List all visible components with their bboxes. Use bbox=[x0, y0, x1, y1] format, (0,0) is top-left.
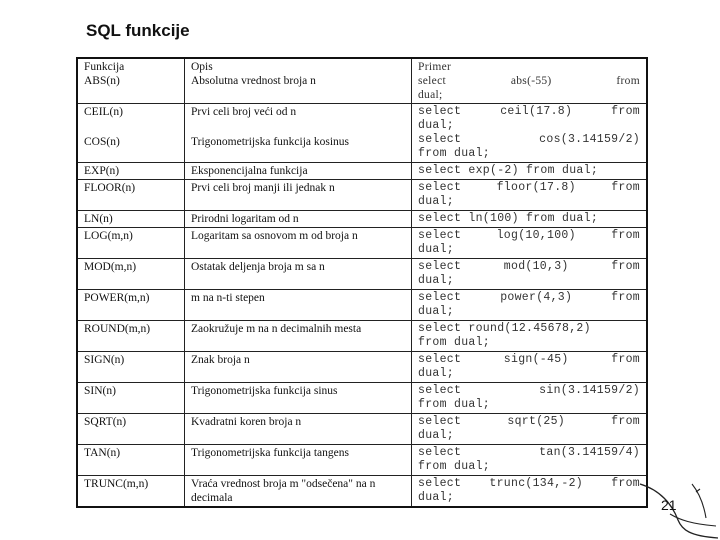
code-token: select bbox=[418, 133, 462, 146]
example-code-line: from dual; bbox=[418, 147, 491, 160]
function-name: CEIL(n) bbox=[84, 106, 123, 118]
code-token: sign(-45) bbox=[503, 353, 569, 366]
code-token: abs(-55) bbox=[510, 75, 552, 87]
example-cell bbox=[412, 476, 648, 508]
code-token: ceil(17.8) bbox=[500, 105, 573, 118]
column-header: Opis bbox=[191, 61, 213, 73]
code-token: from bbox=[611, 291, 640, 304]
function-cell bbox=[77, 58, 185, 104]
code-token: select bbox=[418, 384, 462, 397]
example-code-line bbox=[418, 133, 640, 147]
function-cell bbox=[77, 290, 185, 321]
function-cell bbox=[77, 180, 185, 211]
function-name: TRUNC(m,n) bbox=[84, 478, 149, 490]
table-row bbox=[77, 445, 647, 476]
description-cell bbox=[185, 180, 412, 211]
function-description: Logaritam sa osnovom m od broja n bbox=[191, 230, 358, 242]
code-token: sqrt(25) bbox=[507, 415, 565, 428]
table-row bbox=[77, 180, 647, 211]
description-cell bbox=[185, 383, 412, 414]
function-description: Vraća vrednost broja m "odsečena" na n decimala bbox=[191, 478, 376, 504]
function-name: POWER(m,n) bbox=[84, 292, 150, 304]
example-code-line bbox=[418, 229, 640, 243]
code-token: from bbox=[611, 181, 640, 194]
description-cell bbox=[185, 58, 412, 104]
code-token: select exp(-2) from dual; bbox=[418, 164, 599, 177]
function-cell bbox=[77, 163, 185, 180]
example-cell bbox=[412, 352, 648, 383]
function-cell bbox=[77, 228, 185, 259]
table-row bbox=[77, 163, 647, 180]
function-name: SIN(n) bbox=[84, 385, 116, 397]
code-token: from bbox=[611, 353, 640, 366]
function-cell bbox=[77, 259, 185, 290]
description-cell bbox=[185, 163, 412, 180]
example-code-line: from dual; bbox=[418, 336, 491, 349]
function-cell bbox=[77, 383, 185, 414]
function-description: Trigonometrijska funkcija sinus bbox=[191, 385, 338, 397]
example-code-line bbox=[418, 415, 640, 429]
code-token: sin(3.14159/2) bbox=[539, 384, 640, 397]
table-row bbox=[77, 290, 647, 321]
function-description: Znak broja n bbox=[191, 354, 250, 366]
example-code-line bbox=[418, 322, 640, 336]
example-code-line bbox=[418, 212, 640, 226]
function-cell bbox=[77, 445, 185, 476]
page-title: SQL funkcije bbox=[86, 21, 190, 40]
code-token: power(4,3) bbox=[500, 291, 573, 304]
example-cell bbox=[412, 211, 648, 228]
code-token: select bbox=[418, 415, 462, 428]
example-cell bbox=[412, 228, 648, 259]
function-name: COS(n) bbox=[84, 136, 120, 148]
column-header: Primer bbox=[418, 61, 452, 73]
function-name: TAN(n) bbox=[84, 447, 121, 459]
table-row bbox=[77, 211, 647, 228]
function-name: SIGN(n) bbox=[84, 354, 125, 366]
example-cell bbox=[412, 180, 648, 211]
description-cell bbox=[185, 445, 412, 476]
code-token: floor(17.8) bbox=[496, 181, 576, 194]
function-cell bbox=[77, 414, 185, 445]
function-description: Prirodni logaritam od n bbox=[191, 213, 299, 225]
function-name: EXP(n) bbox=[84, 165, 120, 177]
function-name: MOD(m,n) bbox=[84, 261, 137, 273]
example-code-line: dual; bbox=[418, 119, 455, 132]
function-name: ROUND(m,n) bbox=[84, 323, 151, 335]
example-code-line: dual; bbox=[418, 274, 455, 287]
code-token: from bbox=[611, 477, 640, 490]
description-cell bbox=[185, 228, 412, 259]
code-token: select bbox=[418, 260, 462, 273]
example-code-line bbox=[418, 260, 640, 274]
example-code-line: from dual; bbox=[418, 460, 491, 473]
example-cell bbox=[412, 321, 648, 352]
code-token: from bbox=[616, 75, 640, 87]
example-code-line bbox=[418, 477, 640, 491]
example-cell bbox=[412, 445, 648, 476]
function-cell bbox=[77, 476, 185, 508]
code-token: select round(12.45678,2) bbox=[418, 322, 591, 335]
example-cell bbox=[412, 104, 648, 163]
code-token: select bbox=[418, 291, 462, 304]
code-token: trunc(134,-2) bbox=[489, 477, 584, 490]
example-code-line: dual; bbox=[418, 429, 455, 442]
function-name: ABS(n) bbox=[84, 75, 120, 87]
function-name: SQRT(n) bbox=[84, 416, 127, 428]
table-row bbox=[77, 352, 647, 383]
code-token: select bbox=[418, 181, 462, 194]
code-token: select bbox=[418, 105, 462, 118]
function-cell bbox=[77, 104, 185, 163]
function-name: FLOOR(n) bbox=[84, 182, 136, 194]
column-header: Funkcija bbox=[84, 61, 125, 73]
table-row bbox=[77, 383, 647, 414]
code-token: tan(3.14159/4) bbox=[539, 446, 640, 459]
function-description: Trigonometrijska funkcija tangens bbox=[191, 447, 349, 459]
function-description: Eksponencijalna funkcija bbox=[191, 165, 308, 177]
function-cell bbox=[77, 352, 185, 383]
table-row bbox=[77, 259, 647, 290]
code-token: select ln(100) from dual; bbox=[418, 212, 599, 225]
function-description: Kvadratni koren broja n bbox=[191, 416, 302, 428]
example-code-line bbox=[418, 291, 640, 305]
example-code-line bbox=[418, 353, 640, 367]
code-token: from bbox=[611, 415, 640, 428]
description-cell bbox=[185, 290, 412, 321]
table-row bbox=[77, 228, 647, 259]
example-code-line bbox=[418, 164, 640, 178]
description-cell bbox=[185, 352, 412, 383]
example-code-line: dual; bbox=[418, 305, 455, 318]
description-cell bbox=[185, 476, 412, 508]
function-description: Prvi celi broj manji ili jednak n bbox=[191, 182, 335, 194]
code-token: mod(10,3) bbox=[503, 260, 569, 273]
sql-functions-table-wrapper bbox=[76, 57, 648, 508]
function-cell bbox=[77, 211, 185, 228]
description-cell bbox=[185, 414, 412, 445]
code-token: select bbox=[418, 229, 462, 242]
code-token: select bbox=[418, 353, 462, 366]
example-code-line bbox=[418, 446, 640, 460]
code-token: select bbox=[418, 75, 446, 87]
function-name: LN(n) bbox=[84, 213, 113, 225]
example-code-line: dual; bbox=[418, 89, 443, 101]
function-name: LOG(m,n) bbox=[84, 230, 133, 242]
code-token: select bbox=[418, 446, 462, 459]
example-cell bbox=[412, 58, 648, 104]
function-description: Trigonometrijska funkcija kosinus bbox=[191, 136, 350, 148]
example-code-line: dual; bbox=[418, 243, 455, 256]
table-row bbox=[77, 104, 647, 163]
description-cell bbox=[185, 259, 412, 290]
example-code-line bbox=[418, 74, 640, 88]
code-token: from bbox=[611, 260, 640, 273]
table-row bbox=[77, 58, 647, 104]
example-cell bbox=[412, 383, 648, 414]
description-cell bbox=[185, 211, 412, 228]
sql-functions-table bbox=[76, 57, 648, 508]
example-cell bbox=[412, 163, 648, 180]
code-token: from bbox=[611, 229, 640, 242]
example-code-line: dual; bbox=[418, 491, 455, 504]
function-description: Zaokružuje m na n decimalnih mesta bbox=[191, 323, 362, 335]
description-cell bbox=[185, 104, 412, 163]
code-token: log(10,100) bbox=[496, 229, 576, 242]
description-cell bbox=[185, 321, 412, 352]
function-description: m na n-ti stepen bbox=[191, 292, 265, 304]
example-code-line bbox=[418, 181, 640, 195]
example-code-line: dual; bbox=[418, 195, 455, 208]
page-number: 21 bbox=[661, 497, 677, 513]
function-description: Prvi celi broj veći od n bbox=[191, 106, 297, 118]
table-row bbox=[77, 321, 647, 352]
example-code-line bbox=[418, 105, 640, 119]
example-cell bbox=[412, 290, 648, 321]
example-code-line: from dual; bbox=[418, 398, 491, 411]
function-cell bbox=[77, 321, 185, 352]
table-row bbox=[77, 414, 647, 445]
table-row bbox=[77, 476, 647, 508]
example-code-line: dual; bbox=[418, 367, 455, 380]
code-token: from bbox=[611, 105, 640, 118]
code-token: cos(3.14159/2) bbox=[539, 133, 640, 146]
code-token: select bbox=[418, 477, 462, 490]
example-code-line bbox=[418, 384, 640, 398]
function-description: Absolutna vrednost broja n bbox=[191, 75, 316, 87]
function-description: Ostatak deljenja broja m sa n bbox=[191, 261, 325, 273]
example-cell bbox=[412, 259, 648, 290]
example-cell bbox=[412, 414, 648, 445]
